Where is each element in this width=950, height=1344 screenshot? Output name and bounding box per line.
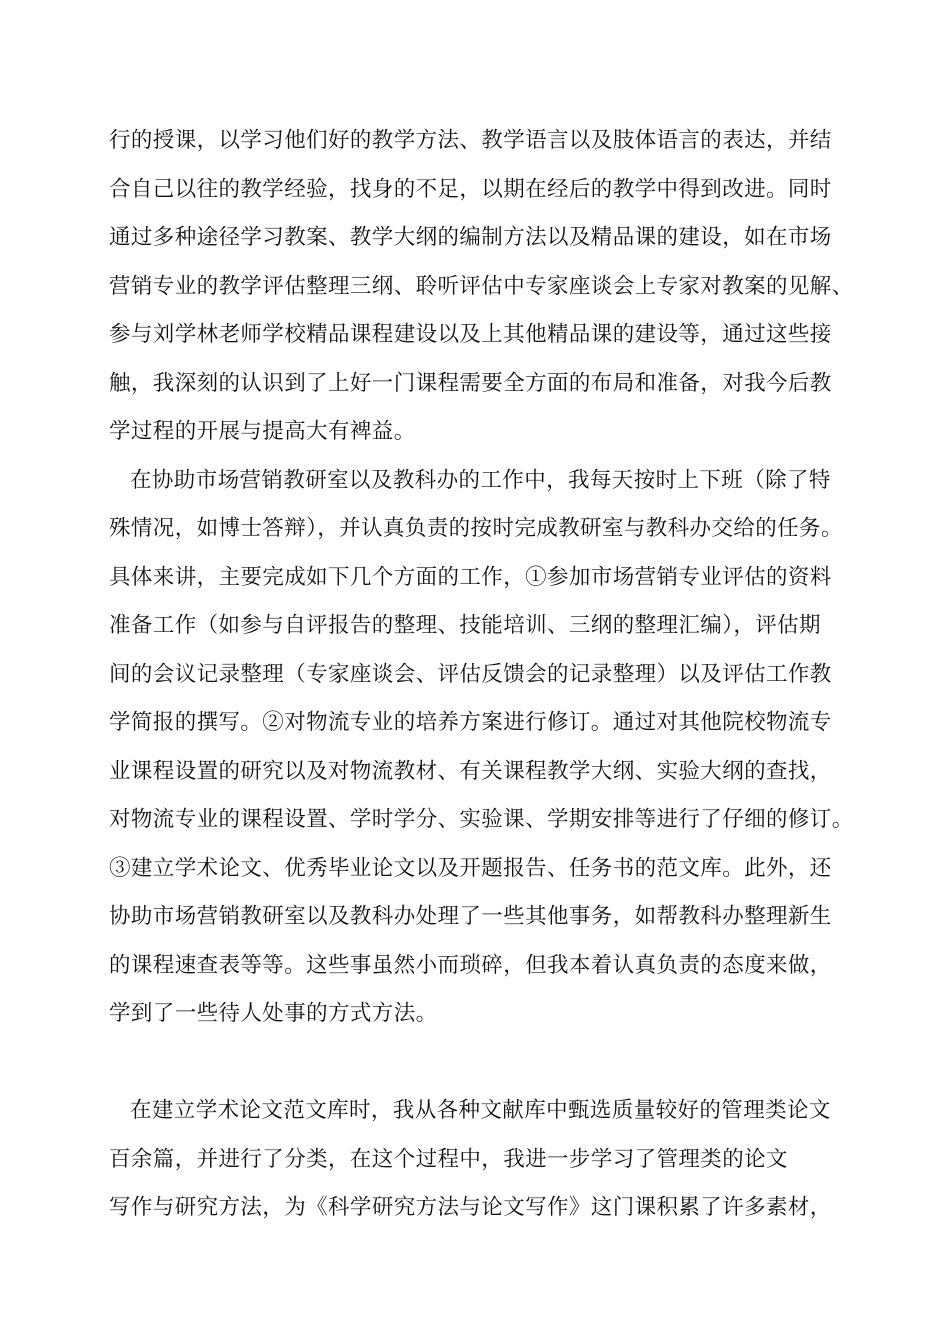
text-line: ③建立学术论文、优秀毕业论文以及开题报告、任务书的范文库。此外，还 xyxy=(109,855,832,881)
text-line: 学到了一些待人处事的方式方法。 xyxy=(109,1001,438,1026)
text-line: 学简报的撰写。②对物流专业的培养方案进行修订。通过对其他院校物流专 xyxy=(109,710,832,735)
text-line: 业课程设置的研究以及对物流教材、有关课程教学大纲、实验大纲的查找， xyxy=(109,758,832,784)
paragraph-3 xyxy=(109,1087,869,1233)
text-line: 殊情况，如博士答辩），并认真负责的按时完成教研室与教科办交给的任务。 xyxy=(109,516,843,541)
text-line: 行的授课，以学习他们好的教学方法、教学语言以及肢体语言的表达，并结 xyxy=(109,128,832,153)
paragraph-1 xyxy=(109,117,869,457)
text-line: 百余篇，并进行了分类，在这个过程中，我进一步学习了管理类的论文 xyxy=(109,1146,788,1172)
paragraph-2 xyxy=(109,457,869,1088)
text-line: 具体来讲，主要完成如下几个方面的工作，①参加市场营销专业评估的资料 xyxy=(109,564,832,590)
text-line xyxy=(109,1039,869,1088)
text-line: 触，我深刻的认识到了上好一门课程需要全方面的布局和准备，对我今后教 xyxy=(109,370,832,396)
text-line: 合自己以往的教学经验，找身的不足，以期在经后的教学中得到改进。同时 xyxy=(109,176,832,202)
text-line: 在建立学术论文范文库时，我从各种文献库中甄选质量较好的管理类论文 xyxy=(130,1098,831,1123)
text-line: 学过程的开展与提高大有裨益。 xyxy=(109,419,416,444)
text-line: 准备工作（如参与自评报告的整理、技能培训、三纲的整理汇编），评估期 xyxy=(109,613,821,638)
text-line: 写作与研究方法，为《科学研究方法与论文写作》这门课积累了许多素材， xyxy=(109,1195,832,1220)
text-line: 对物流专业的课程设置、学时学分、实验课、学期安排等进行了仔细的修订。 xyxy=(109,807,854,832)
text-line: 在协助市场营销教研室以及教科办的工作中，我每天按时上下班（除了特 xyxy=(130,467,831,493)
text-line: 的课程速查表等等。这些事虽然小而琐碎，但我本着认真负责的态度来做， xyxy=(109,952,832,978)
text-line: 间的会议记录整理（专家座谈会、评估反馈会的记录整理）以及评估工作教 xyxy=(109,661,832,687)
text-line: 营销专业的教学评估整理三纲、聆听评估中专家座谈会上专家对教案的见解、 xyxy=(109,273,854,299)
text-line: 参与刘学林老师学校精品课程建设以及上其他精品课的建设等，通过这些接 xyxy=(109,322,832,347)
text-line: 通过多种途径学习教案、教学大纲的编制方法以及精品课的建设，如在市场 xyxy=(109,225,832,250)
text-line: 协助市场营销教研室以及教科办处理了一些其他事务，如帮教科办整理新生 xyxy=(109,904,832,929)
body-text xyxy=(109,117,869,1233)
